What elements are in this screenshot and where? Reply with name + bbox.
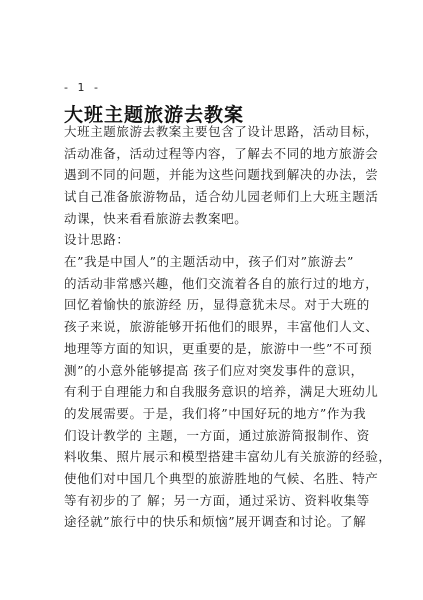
body-line: 地理等方面的知识，更重要的是，旅游中一些”不可预 [64,341,373,356]
body-line: 有利于自理能力和自我服务意识的培养，满足大班幼儿 [64,384,379,399]
body-line: 遇到不同的问题，并能为这些问题找到解决的办法，尝 [64,167,379,182]
body-line: 测”的小意外能够提高 孩子们应对突发事件的意识， [64,363,364,378]
body-line: 动课，快来看看旅游去教案吧。 [64,211,248,226]
body-line: 孩子来说，旅游能够开拓他们的眼界，丰富他们人文、 [64,319,379,334]
body-line: 等有初步的了 解；另一方面，通过采访、资料收集等 [64,493,370,508]
body-line: 们设计教学的 主题，一方面，通过旅游简报制作、资 [64,428,370,443]
page-number: - 1 - [64,81,101,94]
document-title: 大班主题旅游去教案 [64,104,245,126]
body-line: 活动准备，活动过程等内容，了解去不同的地方旅游会 [64,146,379,161]
body-line: 使他们对中国几个典型的旅游胜地的气候、名胜、特产 [64,471,379,486]
body-line: 回忆着愉快的旅游经 历，显得意犹未尽。对于大班的 [64,297,370,312]
body-line: 的活动非常感兴趣，他们交流着各自的旅行过的地方， [64,276,379,291]
section-heading: 设计思路： [64,232,130,247]
body-line: 在”我是中国人”的主题活动中，孩子们对”旅游去” [64,254,354,269]
body-line: 试自己准备旅游物品，适合幼儿园老师们上大班主题活 [64,189,379,204]
body-line: 的发展需要。于是，我们将”中国好玩的地方”作为我 [64,406,367,421]
body-line: 料收集、照片展示和模型搭建丰富幼儿有关旅游的经验， [64,449,392,464]
body-line: 途径就”旅行中的快乐和烦恼”展开调查和讨论。了解 [64,514,367,529]
body-line: 大班主题旅游去教案主要包含了设计思路，活动目标， [64,124,379,139]
